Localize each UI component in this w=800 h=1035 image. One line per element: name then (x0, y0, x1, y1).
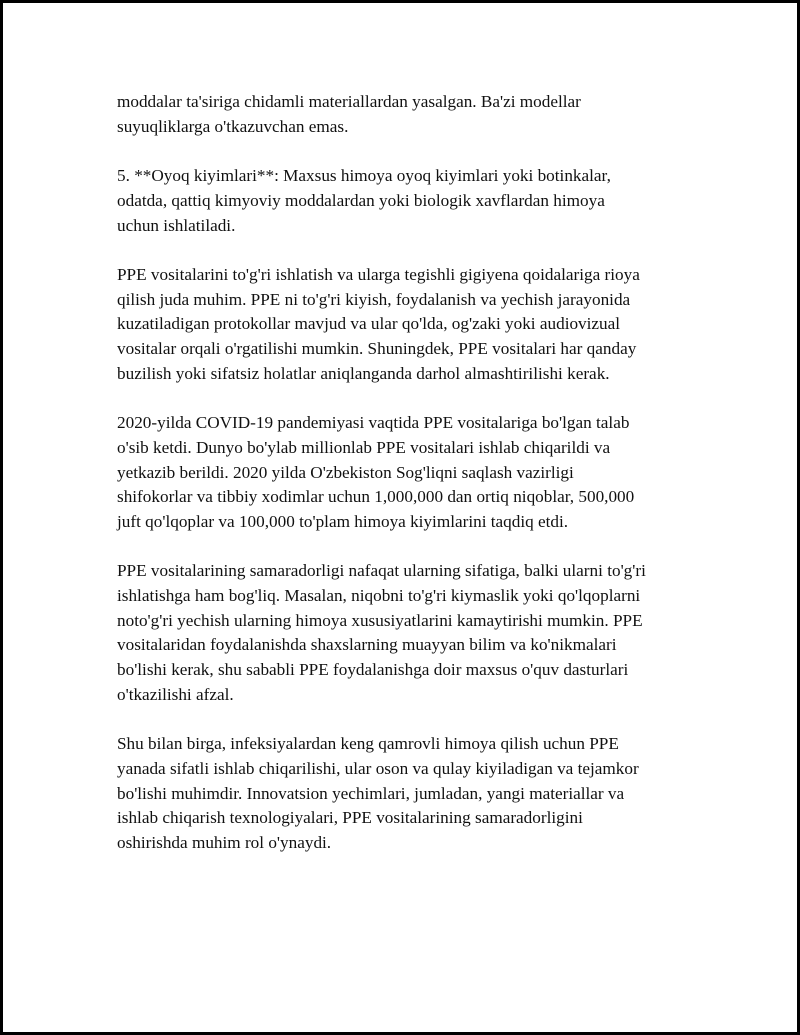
text-line: ishlab chiqarish texnologiyalari, PPE vositalarining samaradorligini (117, 808, 583, 828)
text-line: odatda, qattiq kimyoviy moddalardan yoki biologik xavflardan himoya (117, 190, 605, 210)
text-line: 5. **Oyoq kiyimlari**: Maxsus himoya oyoq kiyimlari yoki botinkalar, (117, 166, 611, 186)
text-line: vositalaridan foydalanishda shaxslarning muayyan bilim va ko'nikmalari (117, 635, 617, 655)
paragraph-4 (117, 411, 707, 535)
text-line: bo'lishi muhimdir. Innovatsion yechimlari, jumladan, yangi materiallar va (117, 783, 625, 803)
text-line: juft qo'lqoplar va 100,000 to'plam himoya kiyimlarini taqdiq etdi. (117, 511, 569, 531)
paragraph-1 (117, 90, 707, 139)
text-line: 2020-yilda COVID-19 pandemiyasi vaqtida PPE vositalariga bo'lgan talab (117, 413, 630, 433)
text-line: o'tkazilishi afzal. (117, 684, 234, 704)
paragraph-5 (117, 559, 707, 707)
text-line: moddalar ta'siriga chidamli materiallardan yasalgan. Ba'zi modellar (117, 92, 581, 111)
text-line: Shu bilan birga, infeksiyalardan keng qamrovli himoya qilish uchun PPE (117, 734, 619, 754)
text-line: bo'lishi kerak, shu sababli PPE foydalanishga doir maxsus o'quv dasturlari (117, 660, 629, 680)
text-line: kuzatiladigan protokollar mavjud va ular qo'lda, og'zaki yoki audiovizual (117, 314, 621, 334)
text-line: suyuqliklarga o'tkazuvchan emas. (117, 116, 349, 136)
document-body (117, 90, 707, 880)
text-line: uchun ishlatiladi. (117, 215, 236, 235)
paragraph-6 (117, 732, 707, 856)
text-line: oshirishda muhim rol o'ynaydi. (117, 833, 332, 853)
text-line: o'sib ketdi. Dunyo bo'ylab millionlab PPE vositalari ishlab chiqarildi va (117, 437, 611, 457)
text-line: PPE vositalarini to'g'ri ishlatish va ularga tegishli gigiyena qoidalariga rioya (117, 264, 640, 284)
text-line: PPE vositalarining samaradorligi nafaqat ularning sifatiga, balki ularni to'g'ri (117, 561, 646, 581)
text-line: yanada sifatli ishlab chiqarilishi, ular oson va qulay kiyiladigan va tejamkor (117, 758, 639, 778)
text-line: yetkazib berildi. 2020 yilda O'zbekiston Sog'liqni saqlash vazirligi (117, 462, 574, 482)
paragraph-2 (117, 164, 707, 238)
text-line: buzilish yoki sifatsiz holatlar aniqlanganda darhol almashtirilishi kerak. (117, 363, 610, 383)
paragraph-3 (117, 263, 707, 387)
text-line: ishlatishga ham bog'liq. Masalan, niqobni to'g'ri kiymaslik yoki qo'lqoplarni (117, 586, 641, 605)
text-line: vositalar orqali o'rgatilishi mumkin. Shuningdek, PPE vositalari har qanday (117, 339, 637, 358)
text-line: qilish juda muhim. PPE ni to'g'ri kiyish, foydalanish va yechish jarayonida (117, 289, 631, 309)
text-line: shifokorlar va tibbiy xodimlar uchun 1,000,000 dan ortiq niqoblar, 500,000 (117, 487, 635, 507)
text-line: noto'g'ri yechish ularning himoya xususiyatlarini kamaytirishi mumkin. PPE (117, 610, 643, 630)
